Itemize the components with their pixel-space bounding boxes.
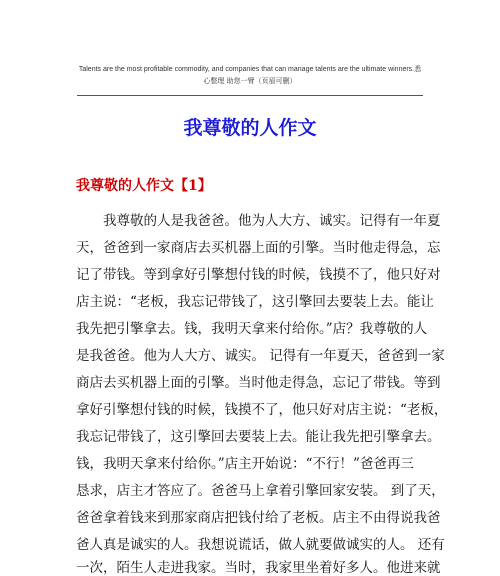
header-english-text: Talents are the most profitable commodity, and companies that can manage talents are the ultimate winners.悉 [78, 66, 422, 73]
body-line: 商店去买机器上面的引擎。当时他走得急，忘记了带钱。等到 [76, 375, 441, 391]
body-line: 钱，我明天拿来付给你。”店主开始说：“不行！”爸爸再三 [76, 456, 414, 472]
body-line: 是我爸爸。他为人大方、诚实。 记得有一年夏天，爸爸到一家 [76, 348, 445, 364]
body-line: 我忘记带钱了，这引擎回去要装上去。能让我先把引擎拿去。 [76, 429, 441, 445]
body-line: 天，爸爸到一家商店去买机器上面的引擎。当时他走得急，忘 [76, 240, 441, 256]
body-line: 记了带钱。等到拿好引擎想付钱的时候，钱摸不了，他只好对 [76, 267, 441, 283]
body-line: 我先把引擎拿去。钱，我明天拿来付给你。”店？我尊敬的人 [76, 321, 428, 337]
body-line: 恳求，店主才答应了。爸爸马上拿着引擎回家安装。 到了天， [76, 483, 445, 499]
section-title: 我尊敬的人作文【1】 [76, 178, 212, 194]
body-line: 爸爸拿着钱来到那家商店把钱付给了老板。店主不由得说我爸 [76, 510, 441, 526]
body-line: 店主说：“老板，我忘记带钱了，这引擎回去要装上去。能让 [76, 294, 434, 310]
body-line: 爸人真是诚实的人。我想说谎话，做人就要做诚实的人。 还有 [76, 537, 445, 553]
body-line: 我尊敬的人是我爸爸。他为人大方、诚实。记得有一年夏 [76, 213, 441, 229]
body-line: 一次，陌生人走进我家。当时，我家里坐着好多人。他进来就 [76, 560, 441, 576]
header-chinese-text: 心整理 助您一臂（页眉可删） [203, 77, 297, 85]
header-divider [77, 95, 423, 96]
body-line: 拿好引擎想付钱的时候，钱摸不了，他只好对店主说：“老板， [76, 402, 448, 418]
document-title: 我尊敬的人作文 [183, 117, 317, 139]
